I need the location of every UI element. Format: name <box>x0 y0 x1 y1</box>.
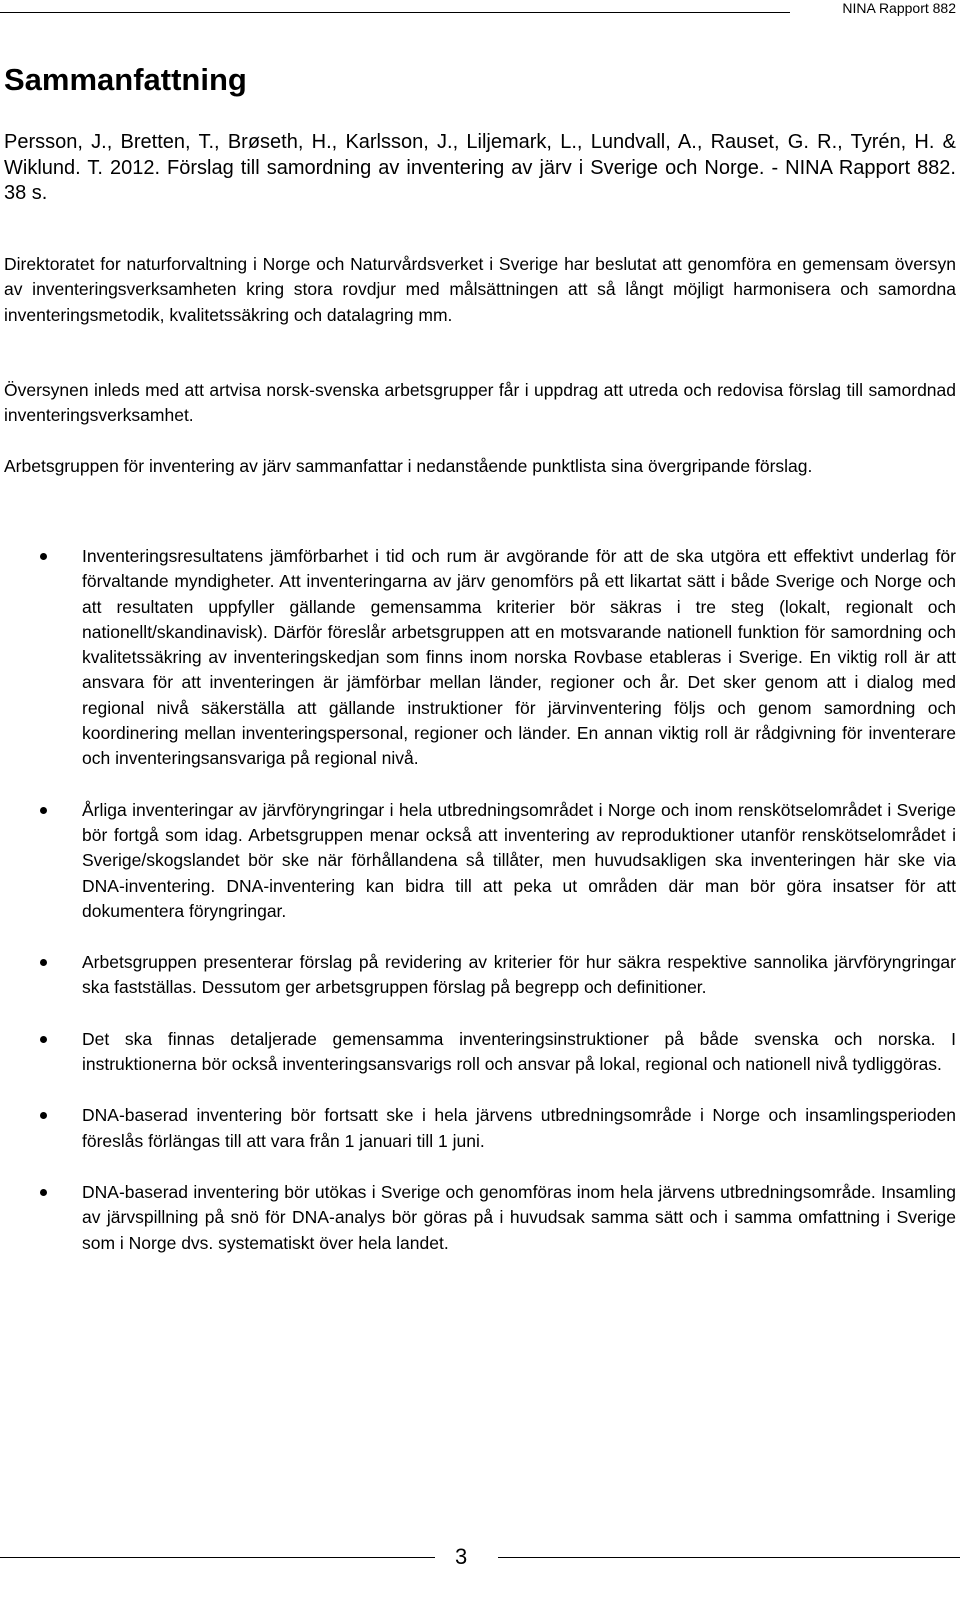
list-item <box>0 950 956 1001</box>
report-label: NINA Rapport 882 <box>842 0 956 16</box>
citation: Persson, J., Bretten, T., Brøseth, H., Karlsson, J., Liljemark, L., Lundvall, A., Rauset, G. R., Tyrén, H. & Wiklund. T. 2012. Förslag till samordning av inventering av järv i Sverige och Norge. - NINA Rapport 882. 38 s. <box>4 131 956 204</box>
list-item-text: DNA-baserad inventering bör fortsatt ske i hela järvens utbredningsområde i Norge och insamlingsperioden föreslås förlängas till att vara från 1 januari till 1 juni. <box>82 1105 956 1151</box>
footer-rule-right <box>498 1557 960 1558</box>
bullet-icon <box>40 1189 47 1196</box>
bullet-icon <box>40 807 47 814</box>
header-rule <box>0 12 790 13</box>
paragraph-intro: Direktoratet for naturforvaltning i Norge och Naturvårdsverket i Sverige har beslutat att genomföra en gemensam översyn av inventeringsverksamheten kring stora rovdjur med målsättningen att så långt möjligt harmonisera och samordna inventeringsmetodik, kvalitetssäkring och datalagring mm. <box>4 254 956 325</box>
page-number: 3 <box>455 1544 468 1569</box>
paragraph-review: Översynen inleds med att artvisa norsk-svenska arbetsgrupper får i uppdrag att utreda och redovisa förslag till samordnad inventeringsverksamhet. <box>4 380 956 426</box>
list-item <box>0 544 956 772</box>
list-item <box>0 1103 956 1154</box>
page-title: Sammanfattning <box>4 62 247 97</box>
list-item-text: Årliga inventeringar av järvföryngringar i hela utbredningsområdet i Norge och inom renskötselområdet i Sverige bör fortgå som idag. Arbetsgruppen menar också att inventering av reproduktioner utanför renskötselområdet i Sverige/skogslandet bör ske när förhållandena så tillåter, men huvudsakligen ska inventeringen här ske via DNA-inventering. DNA-inventering kan bidra till att peka ut områden där man bör göra insatser för att dokumentera föryngringar. <box>82 799 956 921</box>
paragraph-workgroup: Arbetsgruppen för inventering av järv sammanfattar i nedanstående punktlista sina övergripande förslag. <box>4 456 813 476</box>
bullet-icon <box>40 1036 47 1043</box>
bullet-icon <box>40 959 47 966</box>
list-item <box>0 1027 956 1078</box>
footer-rule-left <box>0 1557 435 1558</box>
list-item <box>0 798 956 924</box>
bullet-icon <box>40 1112 47 1119</box>
list-item <box>0 1180 956 1256</box>
list-item-text: Inventeringsresultatens jämförbarhet i tid och rum är avgörande för att de ska utgöra ett effektivt underlag för förvaltande myndigheter. Att inventeringarna av järv genomförs på ett likartat sätt i både Sverige och Norge och att resultaten uppfyller gällande gemensamma kriterier bör säkras i tre steg (lokalt, regionalt och nationellt/skandinavisk). Därför föreslår arbetsgruppen att en motsvarande nationell funktion för samordning och kvalitetssäkring av inventeringskedjan som finns inom norska Rovbase etableras i Sverige. En viktig roll är att ansvara för att inventeringen är jämförbar mellan länder, regioner och år. Det sker genom att i dialog med regional nivå säkerställa att gällande instruktioner för järvinventering följs och genom samordning och koordinering mellan inventeringspersonal, regioner och länder. En annan viktig roll är rådgivning för inventerare och inventeringsansvariga på regional nivå. <box>82 546 956 769</box>
list-item-text: Det ska finnas detaljerade gemensamma inventeringsinstruktioner på både svenska och norska. I instruktionerna bör också inventeringsansvarigs roll och ansvar på lokal, regional och nationell nivå tydliggöras. <box>82 1028 956 1075</box>
bullet-icon <box>40 553 47 560</box>
list-item-text: DNA-baserad inventering bör utökas i Sverige och genomföras inom hela järvens utbredningsområde. Insamling av järvspillning på snö för DNA-analys bör göras på i huvudsak samma sätt och i samma omfattning i Sverige som i Norge dvs. systematiskt över hela landet. <box>82 1181 956 1253</box>
list-item-text: Arbetsgruppen presenterar förslag på revidering av kriterier för hur säkra respektive sannolika järvföryngringar ska fastställas. Dessutom ger arbetsgruppen förslag på begrepp och definitioner. <box>82 952 956 998</box>
proposal-list <box>0 544 960 1282</box>
